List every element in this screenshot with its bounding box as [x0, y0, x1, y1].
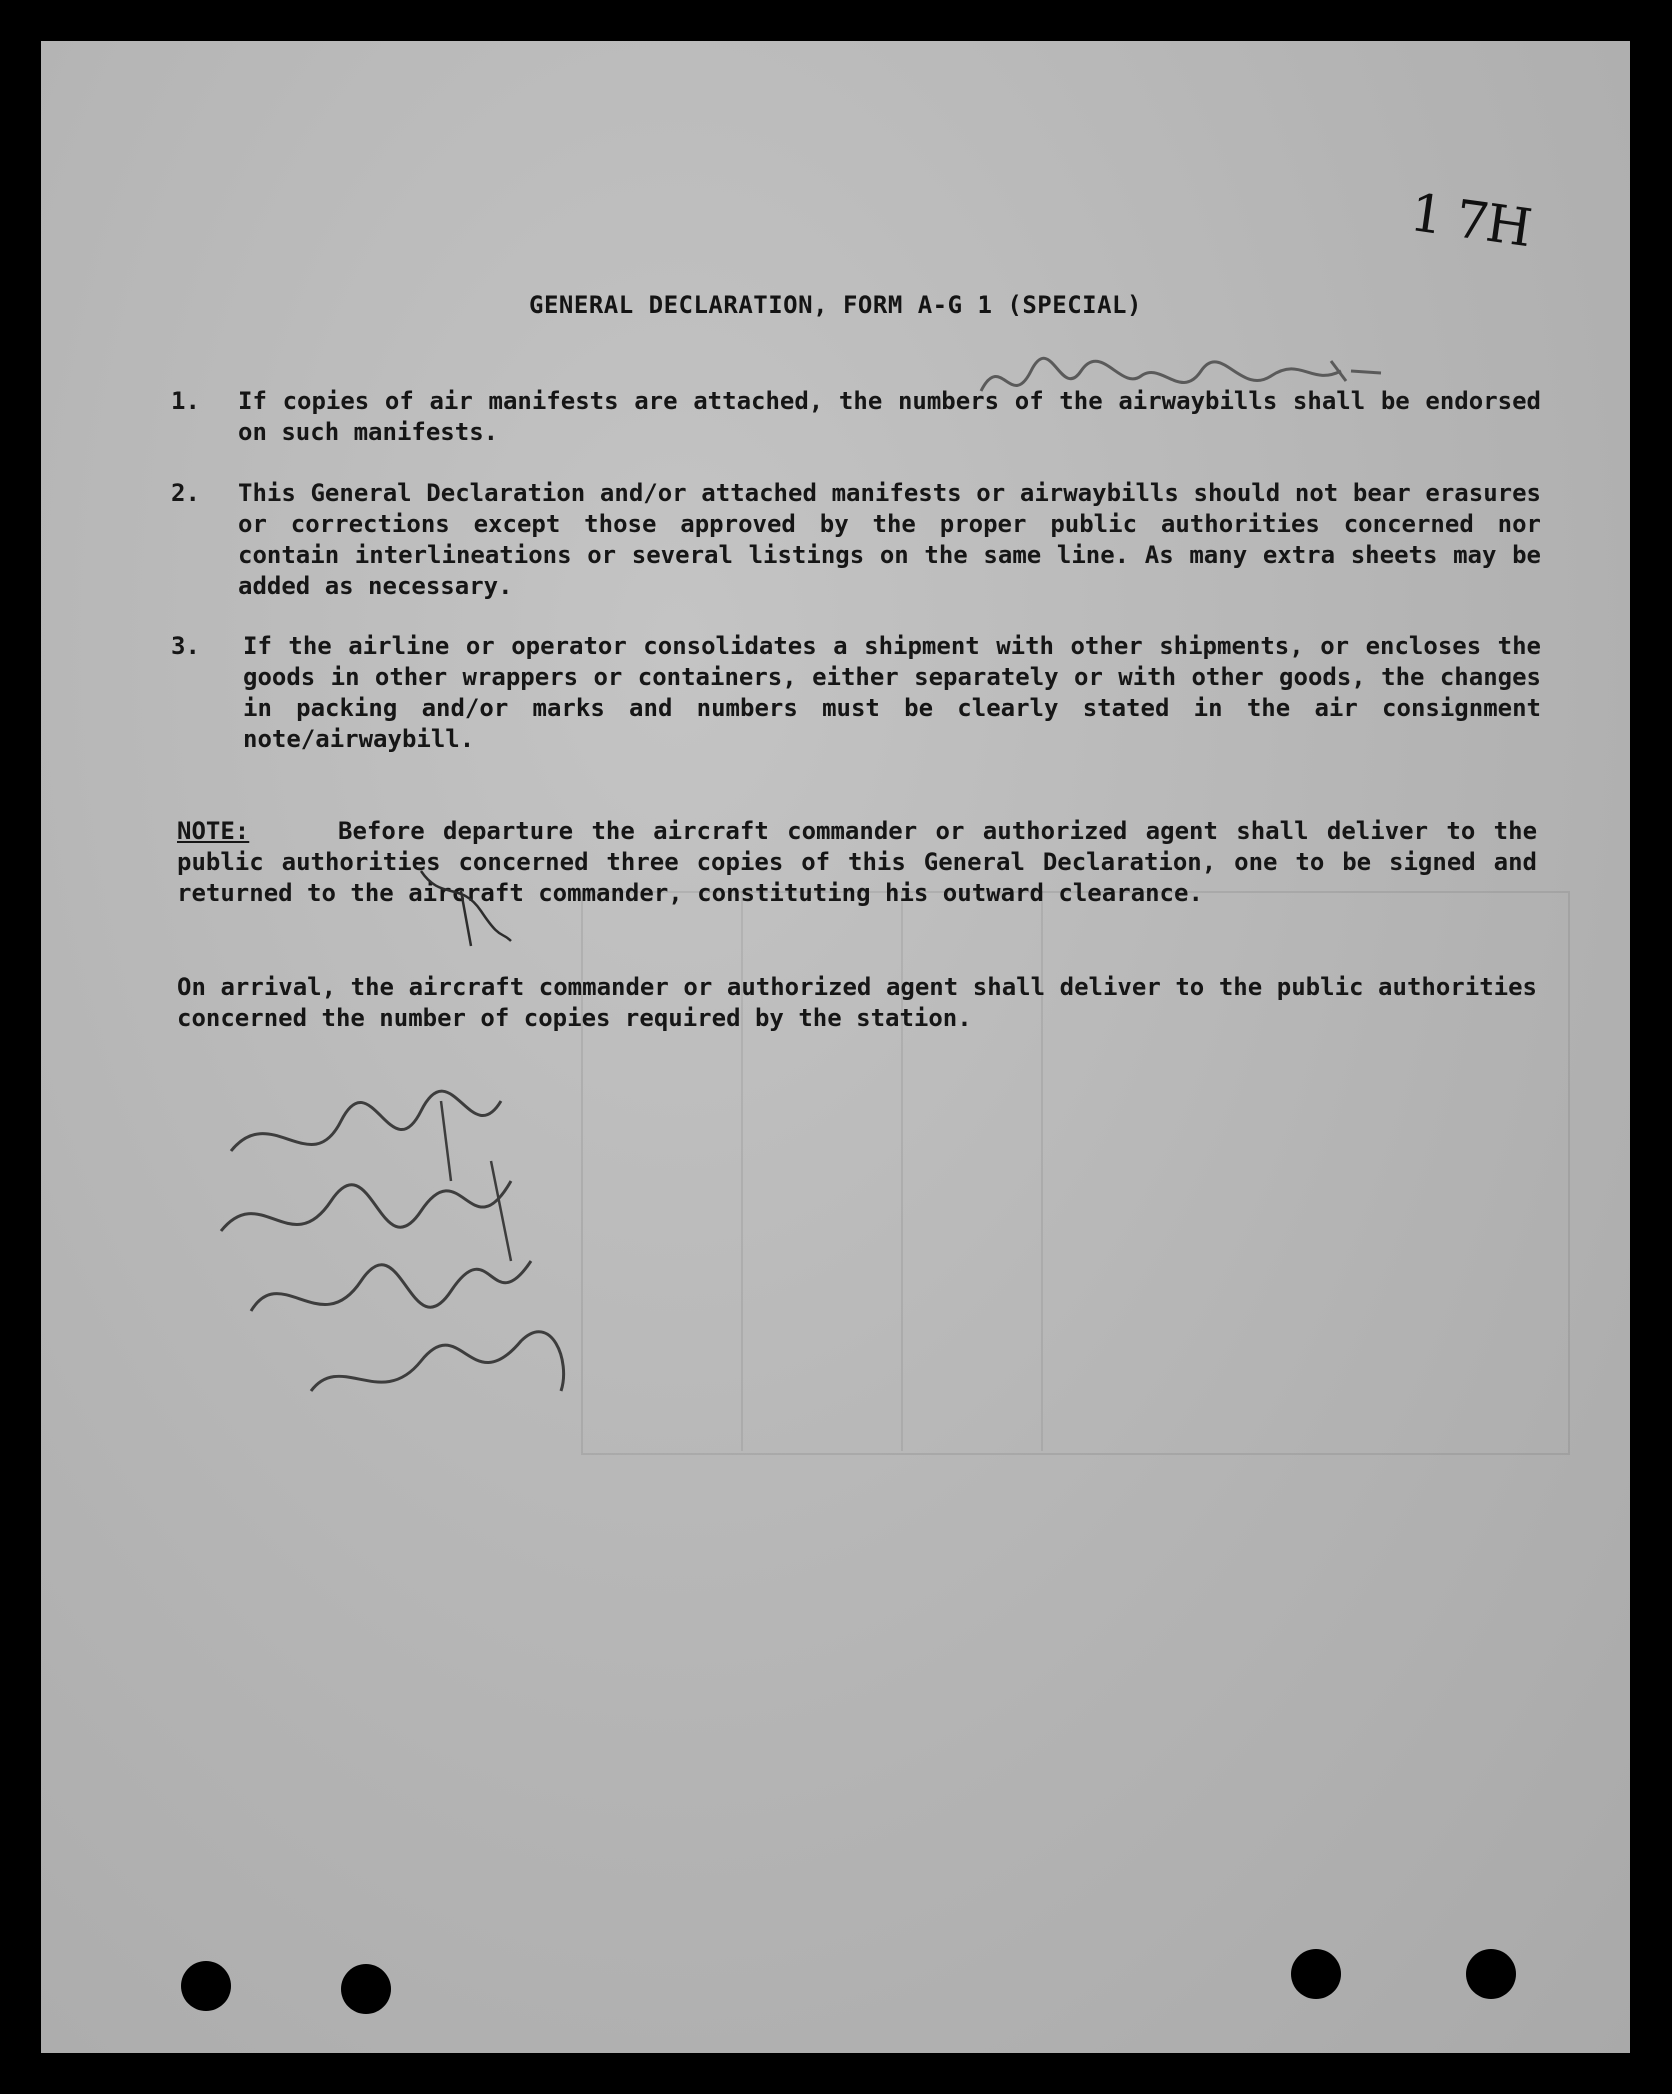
instruction-item: [171, 478, 1541, 602]
item-number: 1.: [171, 387, 200, 415]
handwritten-mark-note: [401, 861, 521, 951]
item-number: 3.: [171, 632, 200, 660]
punch-hole: [341, 1964, 391, 2014]
instruction-item: [171, 386, 1541, 448]
punch-hole: [1466, 1949, 1516, 1999]
note-paragraph: [177, 816, 1537, 909]
item-number: 2.: [171, 479, 200, 507]
document-page: [41, 41, 1630, 2053]
handwritten-signature: [191, 1061, 611, 1441]
handwritten-corner-mark: 1 7H: [1406, 182, 1534, 260]
item-text: If copies of air manifests are attached, the numbers of the airwaybills shall be endorsed on such manifests.: [238, 387, 1541, 446]
punch-hole: [1291, 1949, 1341, 1999]
document-title: GENERAL DECLARATION, FORM A-G 1 (SPECIAL): [529, 291, 1142, 319]
note-label: NOTE:: [177, 817, 250, 845]
item-text: If the airline or operator consolidates a shipment with other shipments, or encloses the goods in other wrappers or containers, either separately or with other goods, the changes in packing and/or marks and numbers must be clearly stated in the air consignment note/airwaybill.: [243, 632, 1541, 753]
instruction-item: [171, 631, 1541, 755]
note-text: Before departure the aircraft commander or authorized agent shall deliver to the public authorities concerned three copies of this General Declaration, one to be signed and returned to the aircraft commander, constituting his outward clearance.: [177, 817, 1538, 907]
arrival-paragraph: On arrival, the aircraft commander or authorized agent shall deliver to the public authorities concerned the number of copies required by the station.: [177, 973, 1537, 1032]
punch-hole: [181, 1961, 231, 2011]
item-text: This General Declaration and/or attached manifests or airwaybills should not bear erasures or corrections except those approved by the proper public authorities concerned nor contain interlineations or several listings on the same line. As many extra sheets may be added as necessary.: [238, 479, 1541, 600]
